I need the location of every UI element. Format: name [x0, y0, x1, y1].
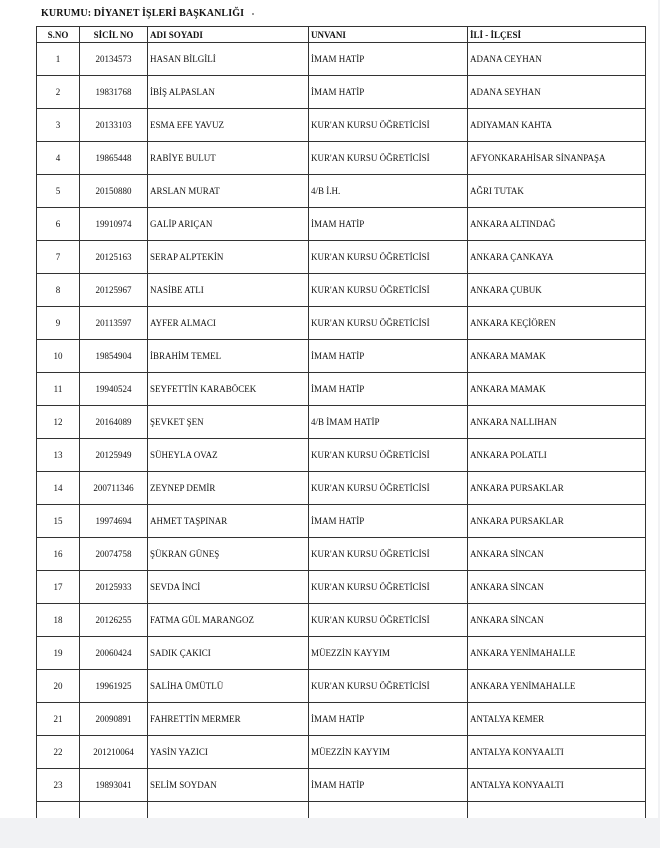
cell-name: ŞÜKRAN GÜNEŞ	[148, 538, 309, 571]
cell-name: SALİHA ÜMÜTLÜ	[148, 670, 309, 703]
cell-sno: 20	[37, 670, 80, 703]
cell-sno: 12	[37, 406, 80, 439]
cell-sno: 13	[37, 439, 80, 472]
cell-sicil-no: 20090891	[80, 703, 148, 736]
cell-sicil-no: 20113597	[80, 307, 148, 340]
cell-name: YASİN YAZICI	[148, 736, 309, 769]
cell-name: ŞEVKET ŞEN	[148, 406, 309, 439]
table-row	[37, 406, 646, 439]
cell-name: AHMET TAŞPINAR	[148, 505, 309, 538]
cell-province-district: ANKARA ÇUBUK	[468, 274, 646, 307]
cell-name: SEVDA İNCİ	[148, 571, 309, 604]
cell-sno: 8	[37, 274, 80, 307]
cell-title: 4/B İMAM HATİP	[309, 406, 468, 439]
cell-name: SEYFETTİN KARABÖCEK	[148, 373, 309, 406]
table-row	[37, 76, 646, 109]
cell-province-district: ADIYAMAN KAHTA	[468, 109, 646, 142]
column-header-sno: S.NO	[37, 27, 80, 43]
cell-sicil-no: 201210064	[80, 736, 148, 769]
table-body	[37, 43, 646, 835]
cell-province-district: ANTALYA KONYAALTI	[468, 736, 646, 769]
cell-sicil-no: 20134573	[80, 43, 148, 76]
cell-province-district: ANKARA SİNCAN	[468, 604, 646, 637]
cell-province-district: ANKARA NALLIHAN	[468, 406, 646, 439]
cell-sno: 5	[37, 175, 80, 208]
cell-title: KUR'AN KURSU ÖĞRETİCİSİ	[309, 109, 468, 142]
cell-name: SADIK ÇAKICI	[148, 637, 309, 670]
table-row	[37, 109, 646, 142]
cell-title: KUR'AN KURSU ÖĞRETİCİSİ	[309, 604, 468, 637]
cell-title: KUR'AN KURSU ÖĞRETİCİSİ	[309, 670, 468, 703]
cell-province-district: ANKARA ALTINDAĞ	[468, 208, 646, 241]
cell-sicil-no: 20060424	[80, 637, 148, 670]
cell-sicil-no: 19893041	[80, 769, 148, 802]
cell-sicil-no: 20125933	[80, 571, 148, 604]
table-row	[37, 439, 646, 472]
cell-title: KUR'AN KURSU ÖĞRETİCİSİ	[309, 307, 468, 340]
cell-title: İMAM HATİP	[309, 373, 468, 406]
table-row	[37, 637, 646, 670]
table-row	[37, 769, 646, 802]
cell-name: RABİYE BULUT	[148, 142, 309, 175]
cell-sno: 14	[37, 472, 80, 505]
cell-province-district: AFYONKARAHİSAR SİNANPAŞA	[468, 142, 646, 175]
cell-province-district: ADANA SEYHAN	[468, 76, 646, 109]
cell-province-district: ANKARA YENİMAHALLE	[468, 637, 646, 670]
cell-sicil-no: 20126255	[80, 604, 148, 637]
cell-sicil-no: 19961925	[80, 670, 148, 703]
cell-province-district: ANKARA PURSAKLAR	[468, 505, 646, 538]
cell-name: İBRAHİM TEMEL	[148, 340, 309, 373]
cell-sno: 4	[37, 142, 80, 175]
cell-title: KUR'AN KURSU ÖĞRETİCİSİ	[309, 142, 468, 175]
column-header-name: ADI SOYADI	[148, 27, 309, 43]
cell-sno: 19	[37, 637, 80, 670]
cell-province-district: ANTALYA KONYAALTI	[468, 769, 646, 802]
table-row	[37, 241, 646, 274]
cell-province-district: ANKARA SİNCAN	[468, 571, 646, 604]
cell-province-district: ANKARA KEÇİÖREN	[468, 307, 646, 340]
cell-title: KUR'AN KURSU ÖĞRETİCİSİ	[309, 472, 468, 505]
cell-province-district: ADANA CEYHAN	[468, 43, 646, 76]
cell-name: ARSLAN MURAT	[148, 175, 309, 208]
cell-province-district: ANKARA YENİMAHALLE	[468, 670, 646, 703]
cell-title: İMAM HATİP	[309, 340, 468, 373]
table-row	[37, 373, 646, 406]
table-row	[37, 736, 646, 769]
cell-sicil-no: 20164089	[80, 406, 148, 439]
cell-province-district: ANKARA POLATLI	[468, 439, 646, 472]
table-row	[37, 571, 646, 604]
cell-title: KUR'AN KURSU ÖĞRETİCİSİ	[309, 241, 468, 274]
cell-sno: 18	[37, 604, 80, 637]
cell-sno: 7	[37, 241, 80, 274]
cell-sno: 9	[37, 307, 80, 340]
table-row	[37, 604, 646, 637]
cell-name: SERAP ALPTEKİN	[148, 241, 309, 274]
cell-sno: 22	[37, 736, 80, 769]
cell-name: FATMA GÜL MARANGOZ	[148, 604, 309, 637]
cell-province-district: ANKARA MAMAK	[468, 373, 646, 406]
cell-name: ESMA EFE YAVUZ	[148, 109, 309, 142]
cell-province-district: AĞRI TUTAK	[468, 175, 646, 208]
table-row	[37, 340, 646, 373]
table-row	[37, 670, 646, 703]
cell-province-district: ANKARA MAMAK	[468, 340, 646, 373]
cell-sno: 6	[37, 208, 80, 241]
cell-title: İMAM HATİP	[309, 769, 468, 802]
cell-sicil-no: 20125949	[80, 439, 148, 472]
cell-sno: 10	[37, 340, 80, 373]
cell-sno: 16	[37, 538, 80, 571]
cell-title: MÜEZZİN KAYYIM	[309, 736, 468, 769]
cell-sno: 2	[37, 76, 80, 109]
cell-title: İMAM HATİP	[309, 208, 468, 241]
cell-name: SELİM SOYDAN	[148, 769, 309, 802]
column-header-province-district: İLİ - İLÇESİ	[468, 27, 646, 43]
column-header-sicil-no: SİCİL NO	[80, 27, 148, 43]
cell-name: HASAN BİLGİLİ	[148, 43, 309, 76]
table-row	[37, 307, 646, 340]
cell-sicil-no: 20150880	[80, 175, 148, 208]
cell-sicil-no: 20074758	[80, 538, 148, 571]
cell-sno: 21	[37, 703, 80, 736]
cell-title: KUR'AN KURSU ÖĞRETİCİSİ	[309, 274, 468, 307]
cell-name: SÜHEYLA OVAZ	[148, 439, 309, 472]
cell-province-district: ANTALYA KEMER	[468, 703, 646, 736]
table-row	[37, 274, 646, 307]
cell-sno: 1	[37, 43, 80, 76]
cell-title: İMAM HATİP	[309, 505, 468, 538]
cell-sicil-no: 19854904	[80, 340, 148, 373]
cell-name: NASİBE ATLI	[148, 274, 309, 307]
cell-sicil-no: 20133103	[80, 109, 148, 142]
cell-province-district: ANKARA SİNCAN	[468, 538, 646, 571]
cell-sicil-no: 20125163	[80, 241, 148, 274]
cell-sicil-no: 19865448	[80, 142, 148, 175]
document-heading	[41, 8, 254, 19]
table-row	[37, 538, 646, 571]
cell-sicil-no: 19910974	[80, 208, 148, 241]
table-row	[37, 208, 646, 241]
cell-province-district: ANKARA ÇANKAYA	[468, 241, 646, 274]
cell-name: GALİP ARIÇAN	[148, 208, 309, 241]
cell-sno: 17	[37, 571, 80, 604]
cell-sicil-no: 19940524	[80, 373, 148, 406]
table-row	[37, 142, 646, 175]
cell-title: MÜEZZİN KAYYIM	[309, 637, 468, 670]
cell-sno: 11	[37, 373, 80, 406]
cell-name: ZEYNEP DEMİR	[148, 472, 309, 505]
cell-sicil-no: 20125967	[80, 274, 148, 307]
cell-sicil-no: 19974694	[80, 505, 148, 538]
cell-sicil-no: 19831768	[80, 76, 148, 109]
cell-sicil-no: 200711346	[80, 472, 148, 505]
cell-name: FAHRETTİN MERMER	[148, 703, 309, 736]
table-row	[37, 175, 646, 208]
scan-speck	[252, 13, 254, 15]
cell-title: İMAM HATİP	[309, 76, 468, 109]
cell-province-district: ANKARA PURSAKLAR	[468, 472, 646, 505]
cell-sno: 3	[37, 109, 80, 142]
table-row	[37, 703, 646, 736]
cell-title: KUR'AN KURSU ÖĞRETİCİSİ	[309, 571, 468, 604]
cell-title: İMAM HATİP	[309, 43, 468, 76]
personnel-table	[36, 26, 646, 835]
cell-title: KUR'AN KURSU ÖĞRETİCİSİ	[309, 439, 468, 472]
cell-title: İMAM HATİP	[309, 703, 468, 736]
cell-title: 4/B İ.H.	[309, 175, 468, 208]
cell-sno: 15	[37, 505, 80, 538]
cell-name: AYFER ALMACI	[148, 307, 309, 340]
institution-title: KURUMU: DİYANET İŞLERİ BAŞKANLIĞI	[41, 8, 245, 19]
column-header-title: UNVANI	[309, 27, 468, 43]
table-row	[37, 43, 646, 76]
cell-sno: 23	[37, 769, 80, 802]
cell-title: KUR'AN KURSU ÖĞRETİCİSİ	[309, 538, 468, 571]
viewer-footer-bar	[0, 818, 660, 848]
cell-name: İBİŞ ALPASLAN	[148, 76, 309, 109]
table-row	[37, 505, 646, 538]
table-header-row	[37, 27, 646, 43]
table-row	[37, 472, 646, 505]
